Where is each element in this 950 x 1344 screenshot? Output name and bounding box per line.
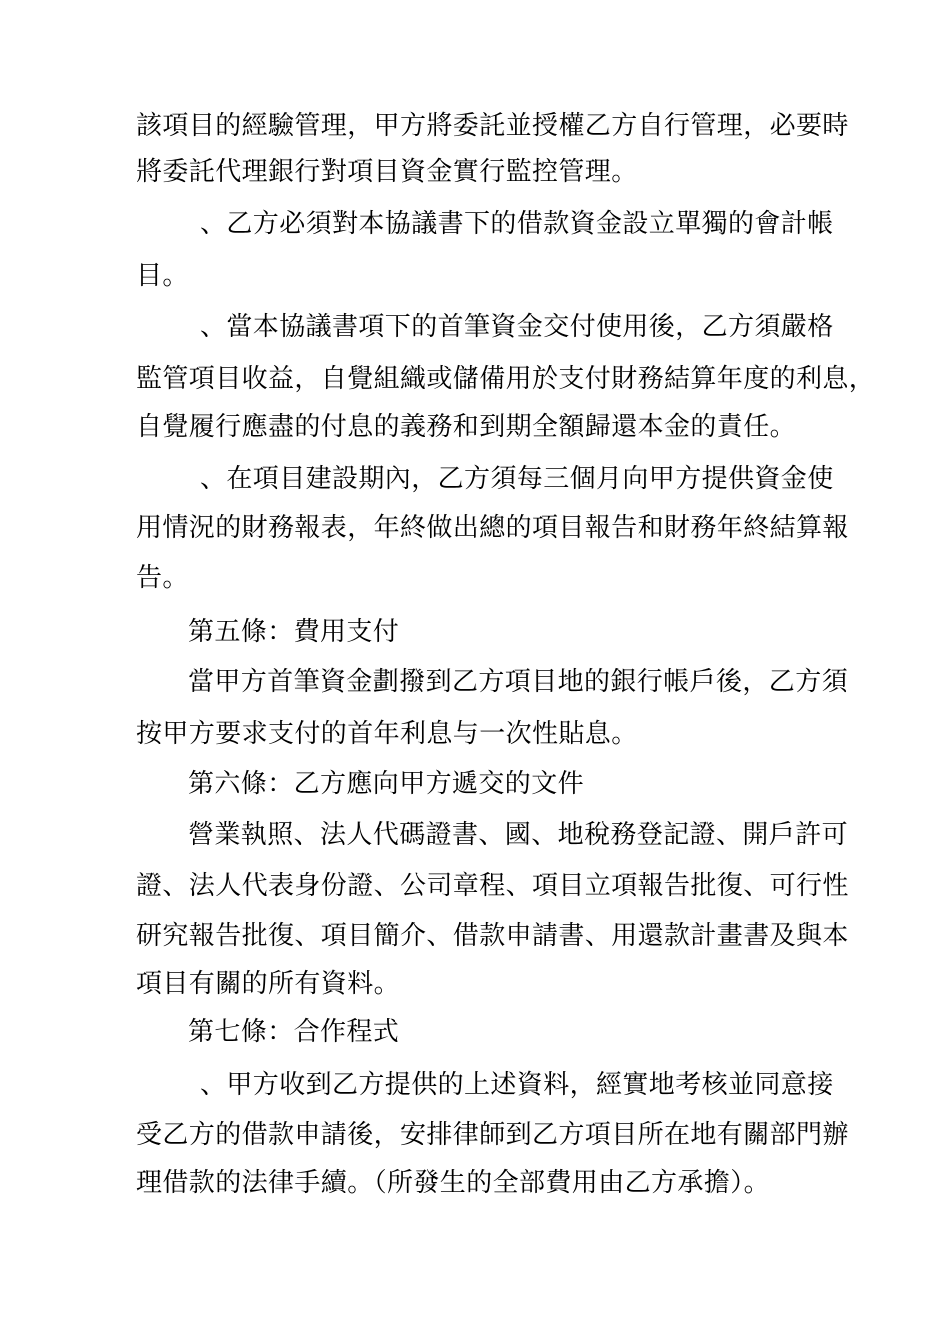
paragraph-line: 按甲方要求支付的首年利息与一次性貼息。 [136, 719, 638, 749]
paragraph-line: 該項目的經驗管理，甲方將委託並授權乙方自行管理，必要時 [136, 111, 849, 141]
paragraph-line: 理借款的法律手續。（所發生的全部費用由乙方承擔）。 [136, 1168, 771, 1198]
paragraph-line: 營業執照、法人代碼證書、國、地稅務登記證、開戶許可 [188, 820, 849, 850]
paragraph-line: 項目有關的所有資料。 [136, 969, 401, 999]
paragraph-line: 將委託代理銀行對項目資金實行監控管理。 [136, 157, 638, 187]
section-heading-7: 第七條：合作程式 [188, 1017, 400, 1047]
paragraph-line: 告。 [136, 563, 189, 593]
section-heading-6: 第六條：乙方應向甲方遞交的文件 [188, 769, 585, 799]
paragraph-line: 研究報告批復、項目簡介、借款申請書、用還款計畫書及與本 [136, 921, 849, 951]
paragraph-line: 用情況的財務報表，年終做出總的項目報告和財務年終結算報 [136, 513, 849, 543]
paragraph-line: 監管項目收益，自覺組織或儲備用於支付財務結算年度的利息， [136, 364, 876, 394]
paragraph-line: 、甲方收到乙方提供的上述資料，經實地考核並同意接 [200, 1070, 834, 1100]
paragraph-line: 、在項目建設期內，乙方須每三個月向甲方提供資金使 [200, 464, 834, 494]
paragraph-line: 受乙方的借款申請後，安排律師到乙方項目所在地有關部門辦 [136, 1120, 849, 1150]
paragraph-line: 證、法人代表身份證、公司章程、項目立項報告批復、可行性 [136, 871, 849, 901]
paragraph-line: 自覺履行應盡的付息的義務和到期全額歸還本金的責任。 [136, 412, 797, 442]
paragraph-line: 、當本協議書項下的首筆資金交付使用後，乙方須嚴格 [200, 312, 834, 342]
paragraph-line: 目。 [136, 261, 189, 291]
paragraph-line: 、乙方必須對本協議書下的借款資金設立單獨的會計帳 [200, 209, 834, 239]
section-heading-5: 第五條：費用支付 [188, 617, 400, 647]
paragraph-line: 當甲方首筆資金劃撥到乙方項目地的銀行帳戶後，乙方須 [188, 667, 849, 697]
